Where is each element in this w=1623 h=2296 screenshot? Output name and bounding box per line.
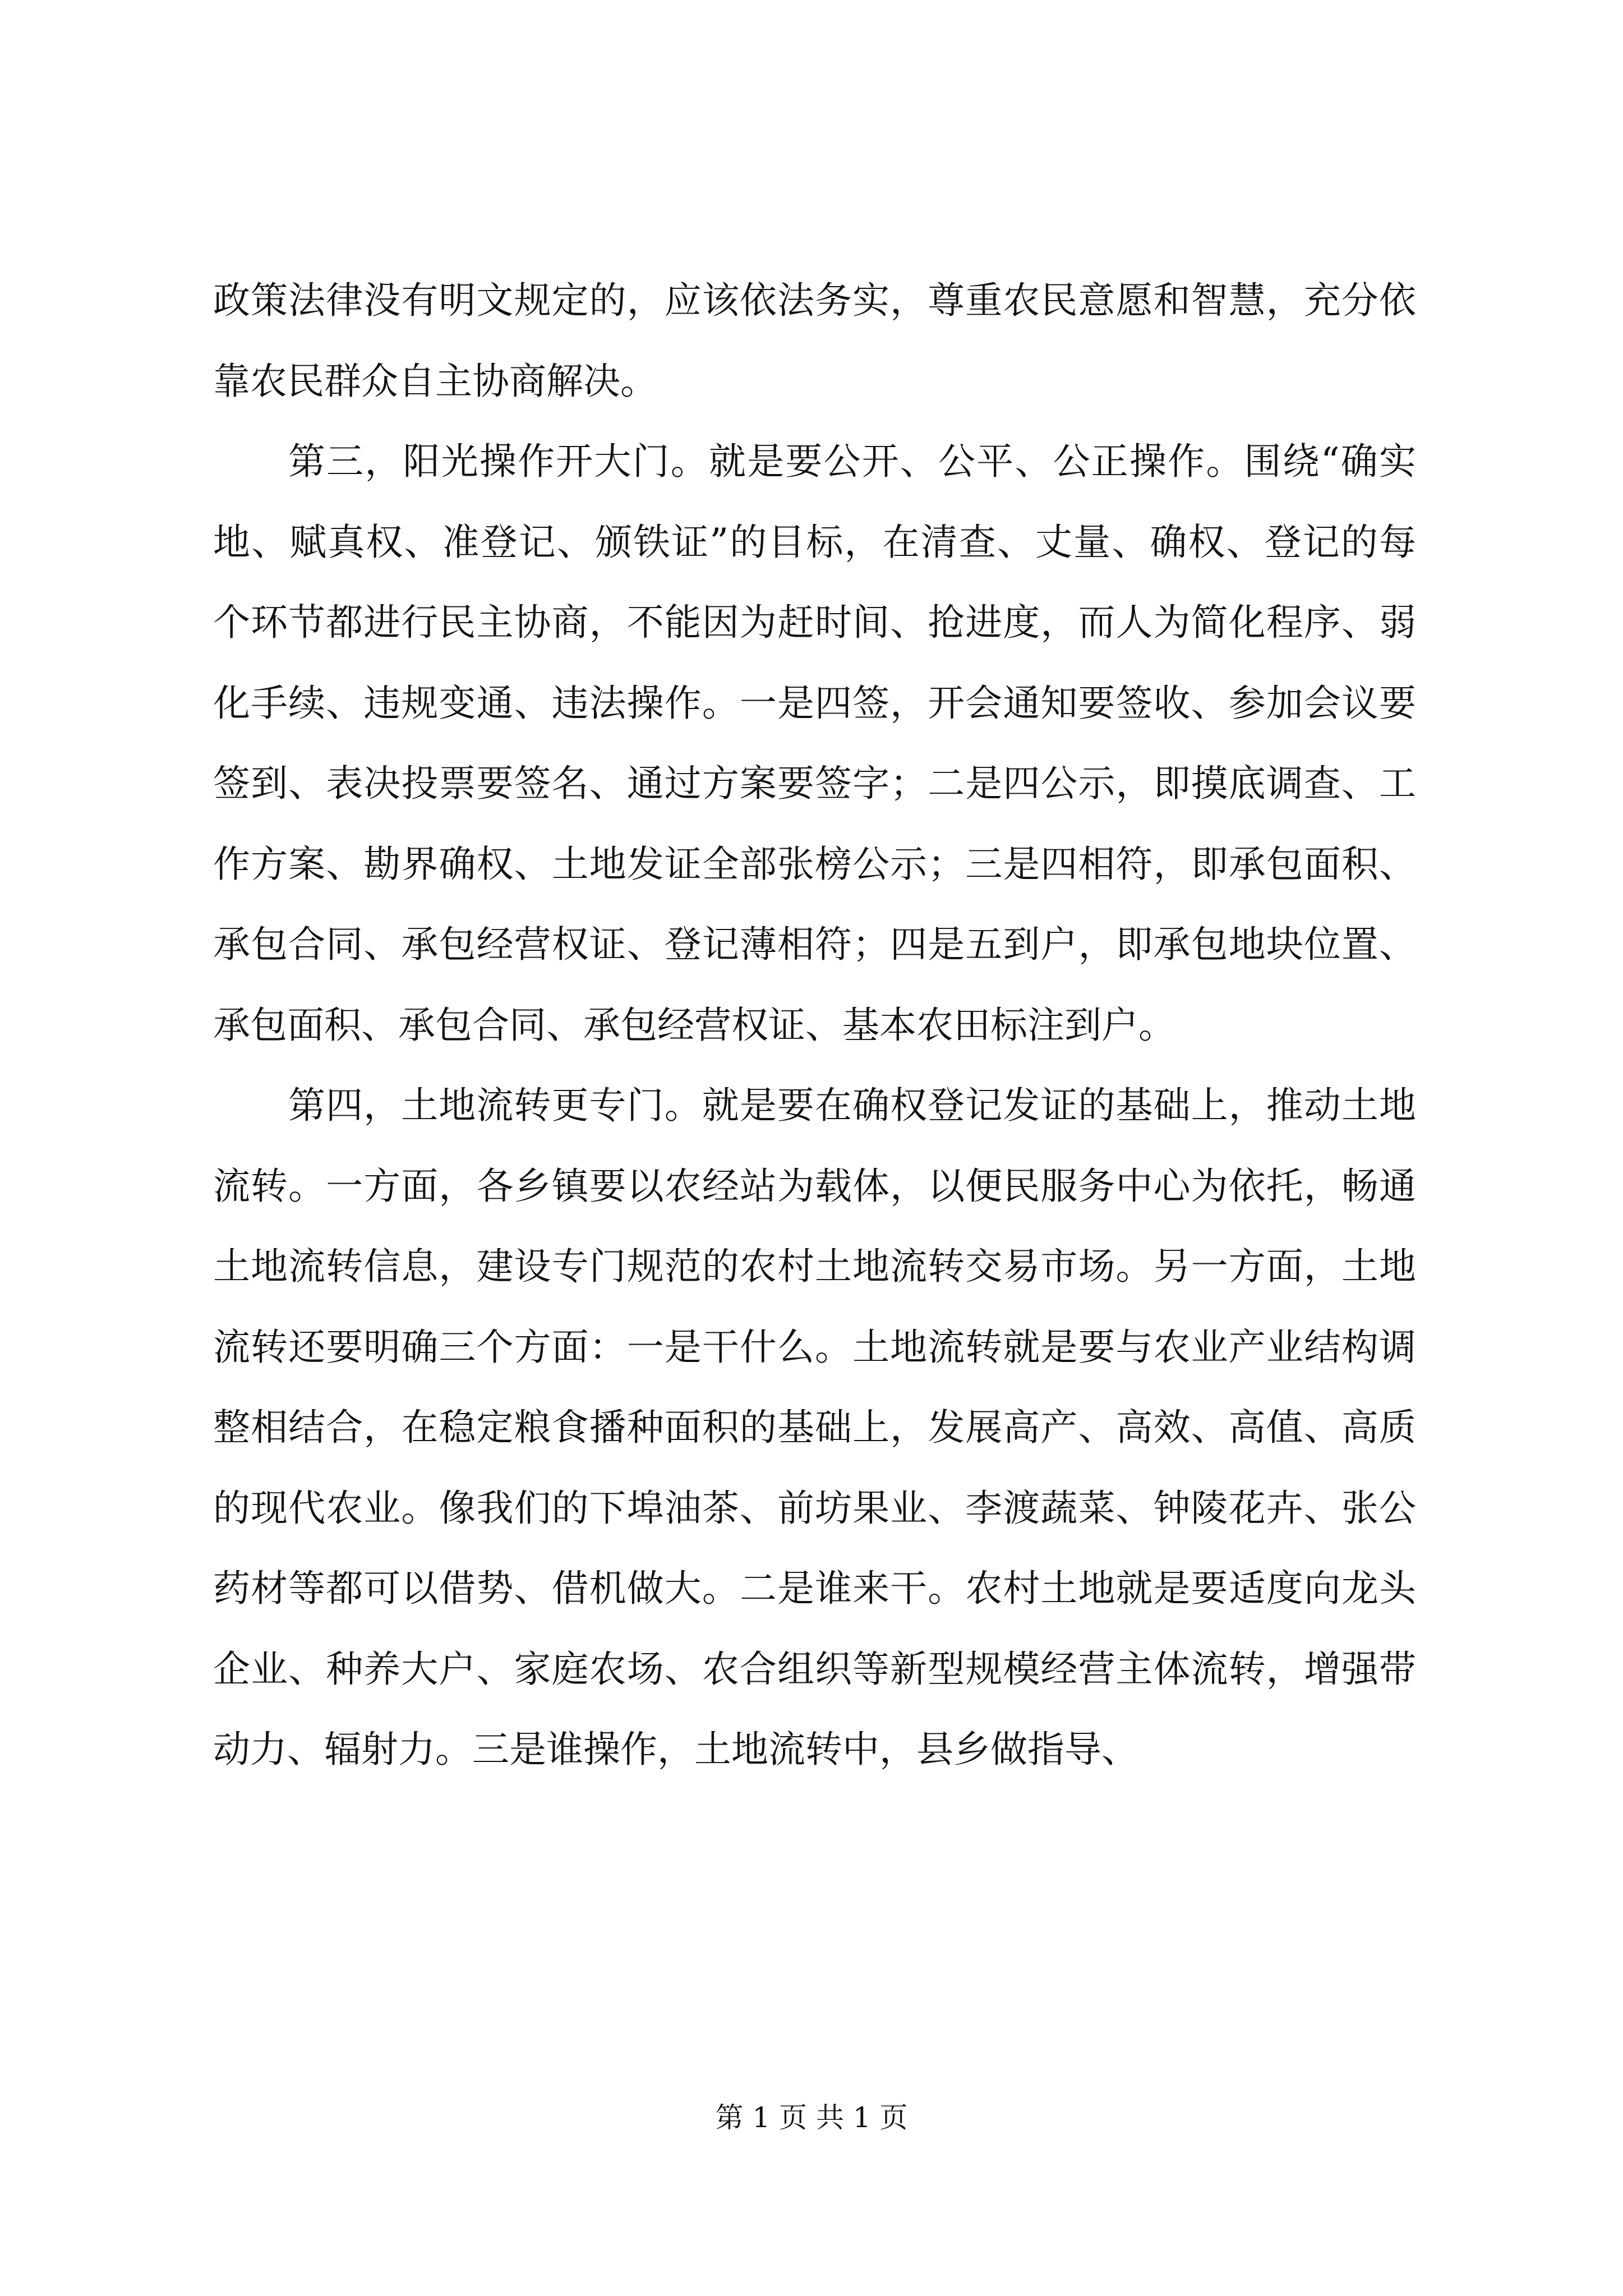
paragraph-3: 第四，土地流转更专门。就是要在确权登记发证的基础上，推动土地流转。一方面，各乡镇要以农经站为载体，以便民服务中心为依托，畅通土地流转信息，建设专门规范的农村土地流转交易市场。另一方面，土地流转还要明确三个方面：一是干什么。土地流转就是要与农业产业结构调整相结合，在稳定粮食播种面积的基础上，发展高产、高效、高值、高质的现代农业。像我们的下埠油茶、前坊果业、李渡蔬菜、钟陵花卉、张公药材等都可以借势、借机做大。二是谁来干。农村土地就是要适度向龙头企业、种养大户、家庭农场、农合组织等新型规模经营主体流转，增强带动力、辐射力。三是谁操作，土地流转中，县乡做指导、 bbox=[213, 1084, 1416, 1771]
document-body bbox=[213, 260, 1416, 1790]
paragraph-1: 政策法律没有明文规定的，应该依法务实，尊重农民意愿和智慧，充分依靠农民群众自主协商解决。 bbox=[213, 279, 1416, 403]
paragraph-2: 第三，阳光操作开大门。就是要公开、公平、公正操作。围绕“确实地、赋真权、准登记、颁铁证”的目标，在清查、丈量、确权、登记的每个环节都进行民主协商，不能因为赶时间、抢进度，而人为简化程序、弱化手续、违规变通、违法操作。一是四签，开会通知要签收、参加会议要签到、表决投票要签名、通过方案要签字；二是四公示，即摸底调查、工作方案、勘界确权、土地发证全部张榜公示；三是四相符，即承包面积、承包合同、承包经营权证、登记薄相符；四是五到户，即承包地块位置、承包面积、承包合同、承包经营权证、基本农田标注到户。 bbox=[213, 440, 1416, 1047]
page-footer: 第 1 页 共 1 页 bbox=[715, 2101, 908, 2134]
